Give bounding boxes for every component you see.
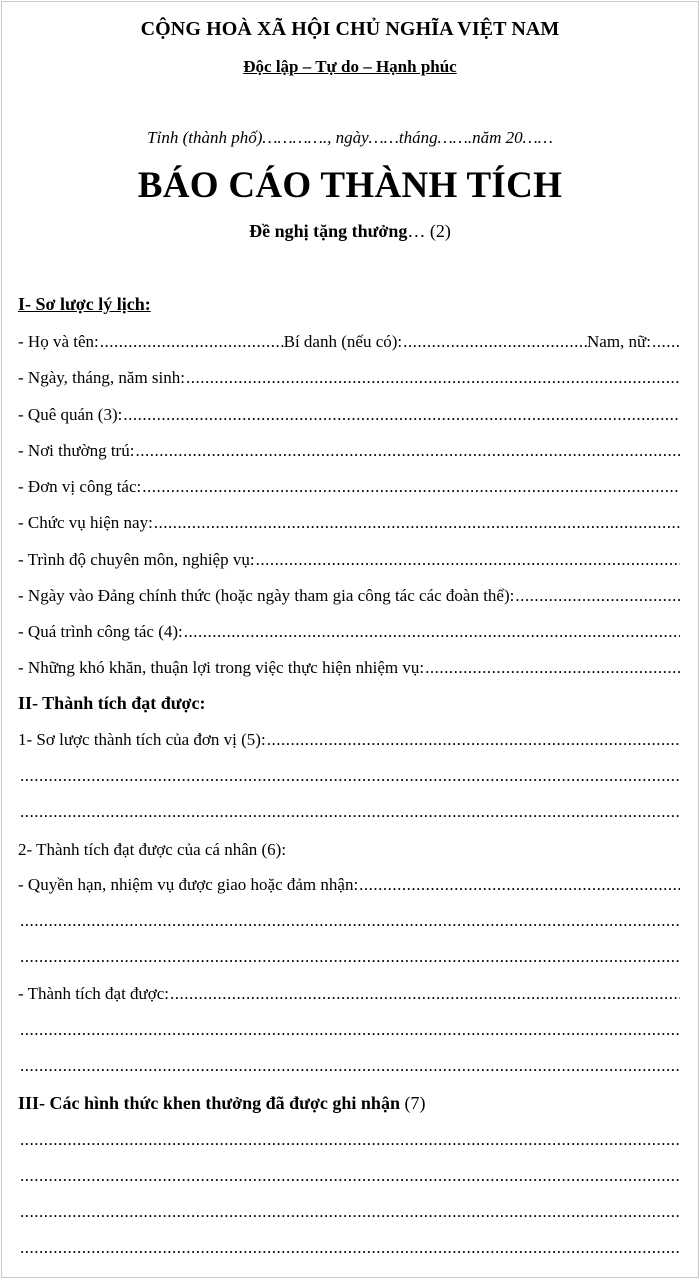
achievements-blank[interactable] <box>170 984 680 1004</box>
document-subtitle: Đề nghị tặng thưởng… (2) <box>249 221 451 241</box>
career-label: - Quá trình công tác (4): <box>18 622 183 641</box>
position-field-line[interactable] <box>18 513 680 533</box>
gender-blank[interactable] <box>652 332 680 352</box>
awards-blank-3[interactable] <box>20 1202 680 1224</box>
workplace-field-line[interactable] <box>18 477 680 497</box>
name-label: - Họ và tên: <box>18 332 99 351</box>
awards-blank-2[interactable] <box>20 1166 680 1188</box>
achievements-blank-2[interactable] <box>20 1020 680 1042</box>
document-title: BÁO CÁO THÀNH TÍCH <box>137 165 563 206</box>
alias-label: Bí danh (nếu có): <box>283 332 403 351</box>
gender-label: Nam, nữ: <box>587 332 651 351</box>
career-field-line[interactable] <box>18 622 680 642</box>
position-blank[interactable] <box>154 513 680 533</box>
qualification-blank[interactable] <box>256 550 680 570</box>
difficulties-blank[interactable] <box>425 658 680 678</box>
workplace-label: - Đơn vị công tác: <box>18 477 142 496</box>
hometown-label: - Quê quán (3): <box>18 405 123 424</box>
difficulties-field-line[interactable] <box>18 658 680 678</box>
achievements-blank-3[interactable] <box>20 1056 680 1078</box>
achievements-field-line[interactable] <box>18 984 680 1004</box>
section-3-heading: III- Các hình thức khen thưởng đã được ghi nhận (7) <box>18 1093 426 1113</box>
qualification-label: - Trình độ chuyên môn, nghiệp vụ: <box>18 550 255 569</box>
personal-achievements-heading: 2- Thành tích đạt được của cá nhân (6): <box>18 840 287 859</box>
unit-achievements-blank[interactable] <box>267 730 680 750</box>
residence-label: - Nơi thường trú: <box>18 441 135 460</box>
section-1-heading: I- Sơ lược lý lịch: <box>18 294 151 314</box>
hometown-blank[interactable] <box>123 405 680 425</box>
awards-blank-1[interactable] <box>20 1130 680 1152</box>
dob-field-line[interactable] <box>18 368 680 388</box>
name-field-line[interactable] <box>18 332 680 352</box>
section-2-heading: II- Thành tích đạt được: <box>18 693 206 713</box>
party-date-field-line[interactable] <box>18 586 680 606</box>
report-form-page <box>1 1 699 1278</box>
national-title: CỘNG HOÀ XÃ HỘI CHỦ NGHĨA VIỆT NAM <box>140 18 560 40</box>
duties-blank-2[interactable] <box>20 911 680 933</box>
workplace-blank[interactable] <box>142 477 680 497</box>
residence-field-line[interactable] <box>18 441 680 461</box>
unit-achievements-blank-3[interactable] <box>20 802 680 824</box>
alias-blank[interactable] <box>403 332 587 352</box>
unit-achievements-blank-2[interactable] <box>20 766 680 788</box>
party-date-label: - Ngày vào Đảng chính thức (hoặc ngày tham gia công tác các đoàn thể): <box>18 586 515 605</box>
awards-blank-4[interactable] <box>20 1238 680 1260</box>
duties-field-line[interactable] <box>18 875 680 895</box>
difficulties-label: - Những khó khăn, thuận lợi trong việc thực hiện nhiệm vụ: <box>18 658 425 677</box>
duties-blank[interactable] <box>359 875 680 895</box>
unit-achievements-label: 1- Sơ lược thành tích của đơn vị (5): <box>18 730 266 749</box>
hometown-field-line[interactable] <box>18 405 680 425</box>
national-motto: Độc lập – Tự do – Hạnh phúc <box>243 57 457 76</box>
position-label: - Chức vụ hiện nay: <box>18 513 153 532</box>
achievements-label: - Thành tích đạt được: <box>18 984 170 1003</box>
name-blank[interactable] <box>100 332 284 352</box>
duties-label: - Quyền hạn, nhiệm vụ được giao hoặc đảm nhận: <box>18 875 359 894</box>
place-date-line: Tỉnh (thành phố)…………., ngày……tháng…….năm 20…… <box>147 128 553 147</box>
unit-achievements-line[interactable] <box>18 730 680 750</box>
career-blank[interactable] <box>184 622 680 642</box>
party-date-blank[interactable] <box>515 586 680 606</box>
qualification-field-line[interactable] <box>18 550 680 570</box>
dob-label: - Ngày, tháng, năm sinh: <box>18 368 185 387</box>
residence-blank[interactable] <box>135 441 680 461</box>
dob-blank[interactable] <box>186 368 680 388</box>
duties-blank-3[interactable] <box>20 947 680 969</box>
